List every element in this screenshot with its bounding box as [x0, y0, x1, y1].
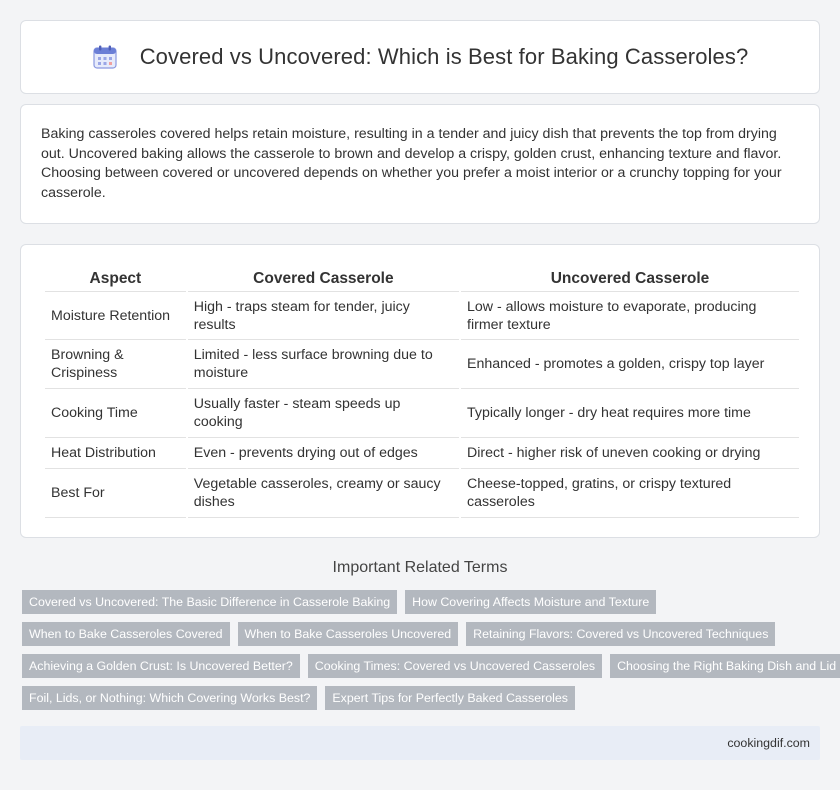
related-terms-heading: Important Related Terms: [332, 559, 508, 576]
aspect-cell: Browning & Crispiness: [45, 340, 186, 389]
footer: [20, 726, 820, 760]
covered-cell: Even - prevents drying out of edges: [188, 438, 459, 469]
uncovered-cell: Low - allows moisture to evaporate, producing firmer texture: [461, 292, 799, 340]
title-wrap: [92, 44, 749, 70]
covered-cell: High - traps steam for tender, juicy results: [188, 292, 459, 340]
table-row: [45, 340, 799, 389]
intro-text: Baking casseroles covered helps retain moisture, resulting in a tender and juicy dish that prevents the top from drying out. Uncovered baking allows the casserole to brown and develop a crispy, golden crust, enhancing texture and flavor. Choosing between covered or uncovered depends on whether you prefer a moist interior or a crunchy topping for your casserole.: [41, 126, 782, 201]
header-uncovered: Uncovered Casserole: [461, 265, 799, 292]
table-row: [45, 389, 799, 438]
uncovered-cell: Cheese-topped, gratins, or crispy textured casseroles: [461, 469, 799, 518]
header-covered: Covered Casserole: [188, 265, 459, 292]
related-term-chip[interactable]: Cooking Times: Covered vs Uncovered Casseroles: [308, 654, 602, 678]
comparison-table: [43, 265, 801, 518]
table-row: [45, 469, 799, 518]
uncovered-cell: Direct - higher risk of uneven cooking or drying: [461, 438, 799, 469]
related-term-chip[interactable]: Retaining Flavors: Covered vs Uncovered Techniques: [466, 622, 775, 646]
related-term-chip[interactable]: When to Bake Casseroles Covered: [22, 622, 230, 646]
header-aspect: Aspect: [45, 265, 186, 292]
aspect-cell: Heat Distribution: [45, 438, 186, 469]
comparison-card: [20, 244, 820, 538]
page-title: Covered vs Uncovered: Which is Best for Baking Casseroles?: [139, 44, 749, 69]
header-card: [20, 20, 820, 94]
uncovered-cell: Enhanced - promotes a golden, crispy top layer: [461, 340, 799, 389]
table-row: [45, 292, 799, 340]
related-terms-row: [22, 622, 822, 646]
related-term-chip[interactable]: How Covering Affects Moisture and Texture: [405, 590, 656, 614]
related-terms-row: [22, 590, 822, 614]
related-terms-list: [22, 590, 837, 718]
table-row: [45, 438, 799, 469]
related-terms-row: [22, 654, 837, 678]
aspect-cell: Best For: [45, 469, 186, 518]
covered-cell: Limited - less surface browning due to moisture: [188, 340, 459, 389]
covered-cell: Vegetable casseroles, creamy or saucy dishes: [188, 469, 459, 518]
related-term-chip[interactable]: Choosing the Right Baking Dish and Lid: [610, 654, 840, 678]
related-term-chip[interactable]: Covered vs Uncovered: The Basic Difference in Casserole Baking: [22, 590, 397, 614]
related-term-chip[interactable]: When to Bake Casseroles Uncovered: [238, 622, 459, 646]
table-header-row: [45, 265, 799, 292]
related-term-chip[interactable]: Foil, Lids, or Nothing: Which Covering Works Best?: [22, 686, 317, 710]
related-term-chip[interactable]: Expert Tips for Perfectly Baked Casseroles: [325, 686, 575, 710]
intro-card: [20, 104, 820, 224]
uncovered-cell: Typically longer - dry heat requires more time: [461, 389, 799, 438]
related-term-chip[interactable]: Achieving a Golden Crust: Is Uncovered Better?: [22, 654, 300, 678]
related-terms-row: [22, 686, 822, 710]
footer-site-link[interactable]: cookingdif.com: [727, 736, 810, 750]
aspect-cell: Moisture Retention: [45, 292, 186, 340]
aspect-cell: Cooking Time: [45, 389, 186, 438]
covered-cell: Usually faster - steam speeds up cooking: [188, 389, 459, 438]
calendar-icon: [92, 44, 118, 70]
